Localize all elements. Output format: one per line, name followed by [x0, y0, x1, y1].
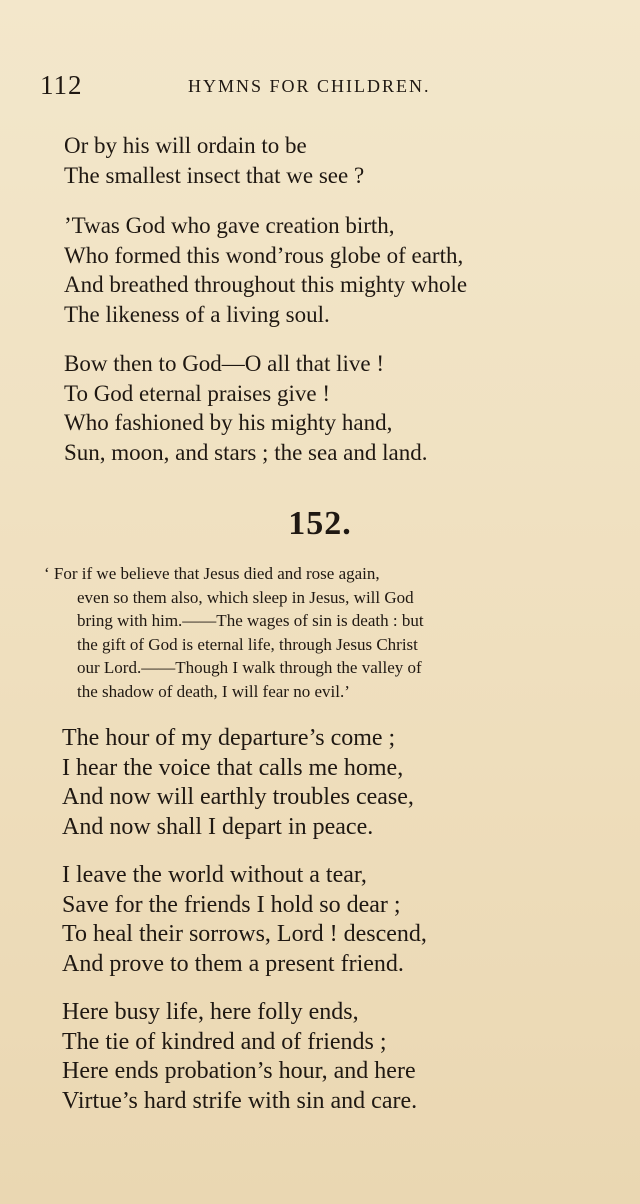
verse-line: Or by his will ordain to be — [64, 133, 307, 158]
stanza — [64, 211, 467, 329]
epigraph-line: the gift of God is eternal life, through Jesus Christ — [77, 634, 418, 654]
epigraph-line: the shadow of death, I will fear no evil.’ — [77, 681, 350, 701]
verse-line: Who fashioned by his mighty hand, — [64, 410, 393, 435]
stanza — [62, 724, 414, 842]
epigraph-line: bring with him.——The wages of sin is death : but — [77, 611, 424, 631]
verse-line: To heal their sorrows, Lord ! descend, — [62, 921, 427, 947]
verse-line: Sun, moon, and stars ; the sea and land. — [64, 439, 428, 465]
verse-line: The tie of kindred and of friends ; — [62, 1028, 387, 1055]
verse-line: The smallest insect that we see ? — [64, 162, 365, 188]
verse-line: And prove to them a present friend. — [62, 950, 404, 977]
verse-line: I hear the voice that calls me home, — [62, 754, 404, 781]
epigraph-line: even so them also, which sleep in Jesus, will God — [77, 587, 414, 607]
stanza — [62, 861, 427, 979]
verse-line: Save for the friends I hold so dear ; — [62, 891, 401, 918]
epigraph-line: ‘ For if we believe that Jesus died and rose again, — [44, 564, 380, 583]
epigraph-line: our Lord.——Though I walk through the valley of — [77, 658, 422, 678]
page-header — [40, 70, 600, 106]
stanza — [64, 349, 427, 467]
page-number: 112 — [40, 70, 83, 100]
verse-line: I leave the world without a tear, — [62, 862, 367, 888]
verse-line: Here ends probation’s hour, and here — [62, 1058, 416, 1084]
verse-line: And now shall I depart in peace. — [62, 813, 374, 840]
verse-line: Who formed this wond’rous globe of earth, — [64, 242, 464, 268]
verse-line: Bow then to God—O all that live ! — [64, 351, 385, 376]
verse-line: ’Twas God who gave creation birth, — [64, 213, 395, 238]
stanza — [62, 998, 417, 1116]
verse-line: And breathed throughout this mighty whole — [64, 272, 468, 297]
stanza — [64, 131, 364, 190]
verse-line: Here busy life, here folly ends, — [62, 999, 359, 1025]
running-head: HYMNS FOR CHILDREN. — [188, 76, 431, 96]
verse-line: Virtue’s hard strife with sin and care. — [62, 1087, 418, 1114]
hymn-number: 152. — [288, 505, 352, 542]
verse-line: The likeness of a living soul. — [64, 301, 330, 327]
verse-line: And now will earthly troubles cease, — [62, 784, 414, 810]
epigraph — [44, 562, 424, 704]
verse-line: The hour of my departure’s come ; — [62, 725, 396, 751]
verse-line: To God eternal praises give ! — [64, 380, 330, 406]
